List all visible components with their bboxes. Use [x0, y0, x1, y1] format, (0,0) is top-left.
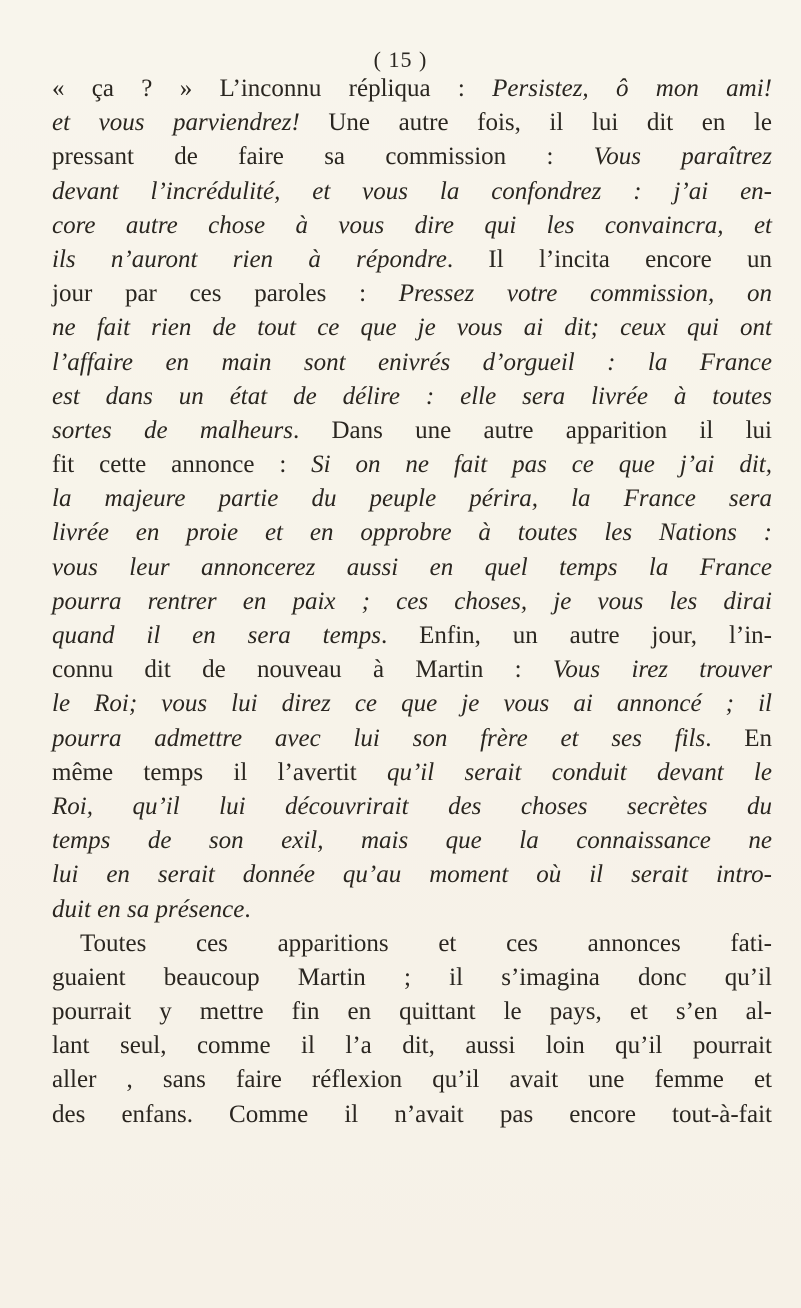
text-line [52, 72, 772, 106]
text-line [52, 927, 772, 961]
text-segment: des enfans. Comme il n’avait pas encore tout-à-fait [52, 1100, 772, 1128]
italic-text: Roi, qu’il lui découvrirait des choses secrètes du [52, 792, 772, 820]
text-line [52, 756, 772, 790]
text-line [52, 175, 772, 209]
text-segment: pourrait y mettre fin en quittant le pays, et s’en al- [52, 998, 772, 1026]
italic-text: pourra rentrer en paix ; ces choses, je vous les dirai [52, 587, 772, 615]
italic-text: livrée en proie et en opprobre à toutes les Nations : [52, 519, 772, 547]
italic-text: lui en serait donnée qu’au moment où il serait intro- [52, 861, 772, 889]
italic-text: sortes de malheurs [52, 416, 293, 444]
italic-text: quand il en sera temps [52, 622, 381, 649]
text-segment: même temps il l’avertit [52, 758, 387, 786]
italic-text: et vous parviendrez! [52, 109, 300, 137]
italic-text: Vous irez trouver [552, 656, 772, 684]
text-line [52, 858, 772, 892]
italic-text: duit en sa présence [52, 895, 245, 923]
text-line [52, 1098, 772, 1132]
text-line [52, 961, 772, 995]
text-line [52, 277, 772, 311]
text-line [52, 380, 772, 414]
text-segment: . Il l’incita encore un [446, 245, 772, 273]
text-segment: jour par ces paroles : [52, 280, 399, 308]
italic-text: Pressez votre commission, on [398, 280, 772, 308]
text-line [52, 346, 772, 380]
italic-text: ils n’auront rien à répondre [52, 245, 447, 273]
text-line [52, 140, 772, 174]
text-line [52, 790, 772, 824]
italic-text: l’affaire en main sont enivrés d’orgueil : la France [52, 348, 772, 376]
text-line [52, 687, 772, 721]
text-segment: . En [705, 724, 772, 752]
text-line [52, 243, 772, 277]
italic-text: temps de son exil, mais que la connaissance ne [52, 827, 772, 855]
text-line [52, 722, 772, 756]
italic-text: Persistez, ô mon ami! [492, 75, 772, 102]
italic-text: core autre chose à vous dire qui les convaincra, et [52, 211, 772, 239]
italic-text: devant l’incrédulité, et vous la confondrez : j’ai en- [52, 177, 772, 205]
italic-text: est dans un état de délire : elle sera livrée à toutes [52, 382, 772, 410]
text-segment: Une autre fois, il lui dit en le [299, 109, 772, 137]
text-line [52, 824, 772, 858]
text-segment: guaient beaucoup Martin ; il s’imagina donc qu’il [52, 963, 772, 991]
text-line [52, 414, 772, 448]
text-segment: pressant de faire sa commission : [52, 143, 594, 171]
text-segment: . Enfin, un autre jour, l’in- [380, 622, 772, 649]
text-segment: . [244, 895, 251, 923]
text-line [52, 516, 772, 550]
text-segment: fit cette annonce : [52, 451, 312, 479]
italic-text: ne fait rien de tout ce que je vous ai dit; ceux qui ont [52, 314, 772, 342]
italic-text: qu’il serait conduit devant le [386, 758, 772, 786]
text-line [52, 1063, 772, 1097]
text-line [52, 995, 772, 1029]
text-line [52, 448, 772, 482]
text-segment: lant seul, comme il l’a dit, aussi loin qu’il pourrait [52, 1032, 772, 1060]
page-number: ( 15 ) [373, 47, 428, 72]
body-text [52, 72, 772, 1132]
italic-text: le Roi; vous lui direz ce que je vous ai annoncé ; il [52, 690, 772, 718]
text-line [52, 619, 772, 653]
italic-text: pourra admettre avec lui son frère et ses fils [52, 724, 706, 752]
italic-text: Vous paraîtrez [593, 143, 772, 171]
italic-text: vous leur annoncerez aussi en quel temps la France [52, 553, 772, 581]
text-line [52, 482, 772, 516]
italic-text: Si on ne fait pas ce que j’ai dit, [311, 451, 772, 479]
text-segment: « ça ? » L’inconnu répliqua : [52, 75, 493, 102]
text-line [52, 585, 772, 619]
text-line [52, 209, 772, 243]
text-segment: connu dit de nouveau à Martin : [52, 656, 553, 684]
text-line [52, 653, 772, 687]
text-line [52, 893, 772, 927]
italic-text: la majeure partie du peuple périra, la France sera [52, 485, 772, 513]
text-line [52, 1029, 772, 1063]
text-line [52, 106, 772, 140]
text-line [52, 311, 772, 345]
text-line [52, 551, 772, 585]
text-segment: Toutes ces apparitions et ces annonces fati- [80, 929, 772, 957]
text-segment: . Dans une autre apparition il lui [292, 416, 772, 444]
text-segment: aller , sans faire réflexion qu’il avait une femme et [52, 1066, 772, 1094]
